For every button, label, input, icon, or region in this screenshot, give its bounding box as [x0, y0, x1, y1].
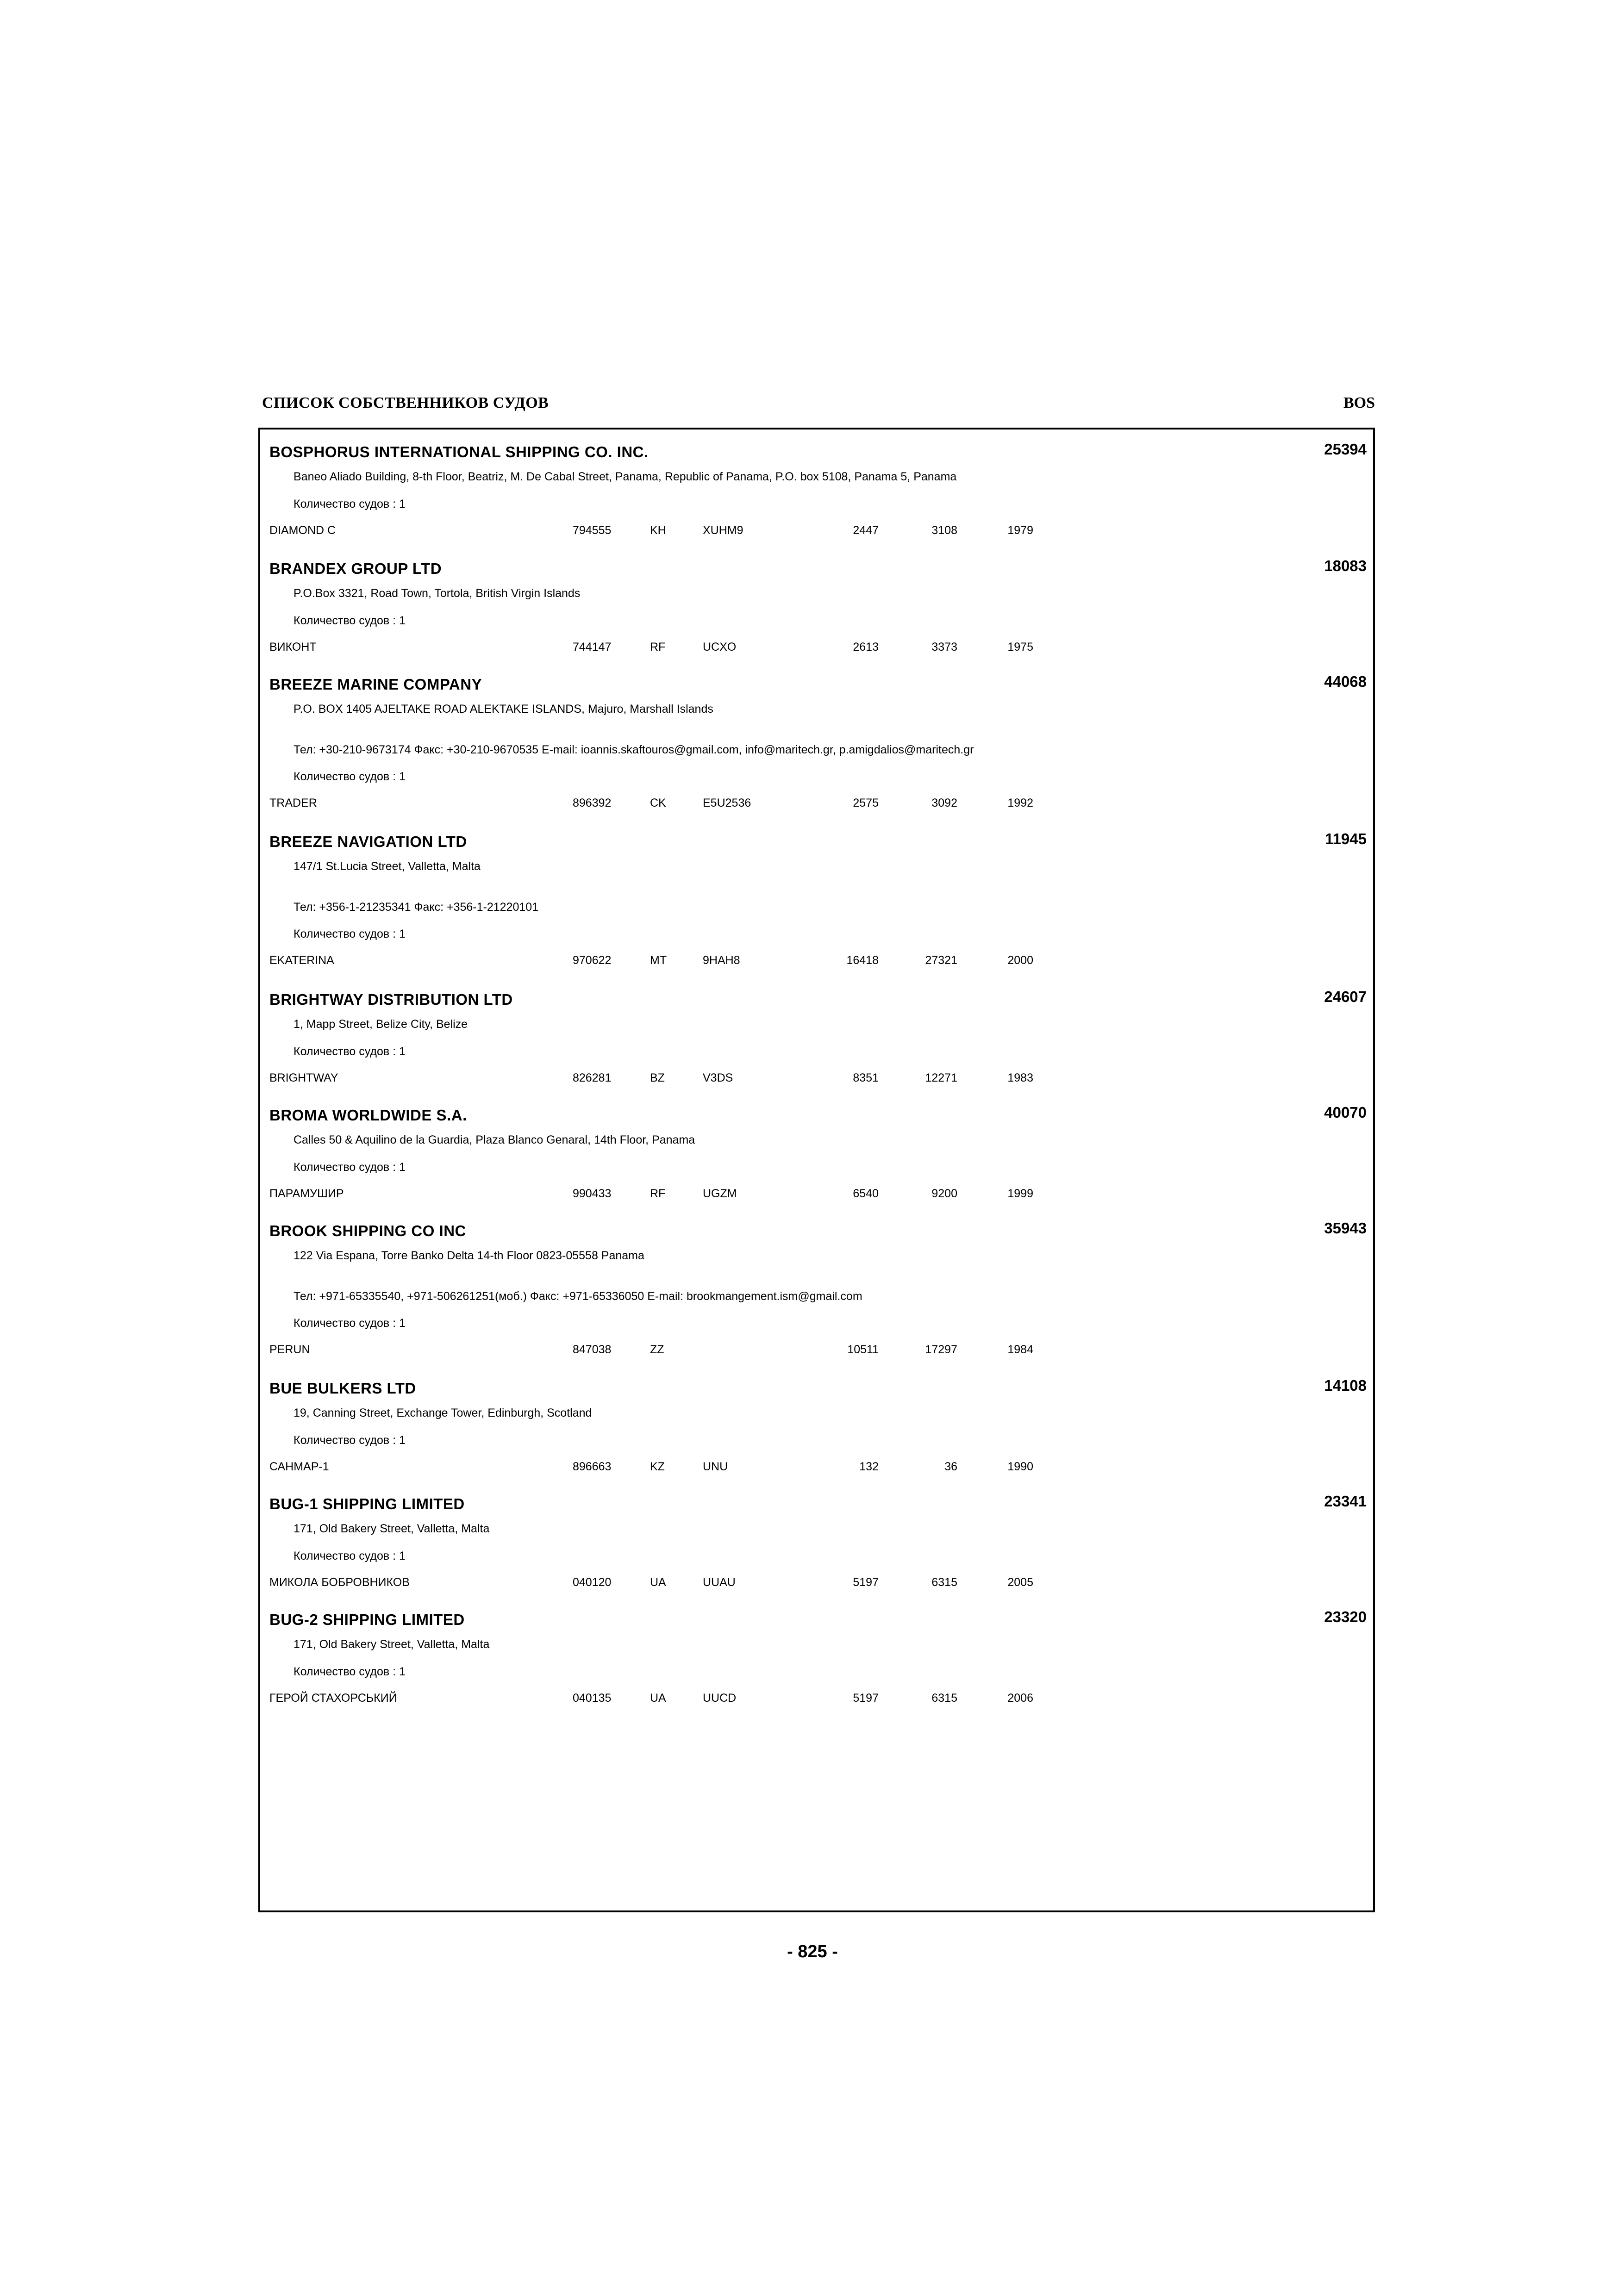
vessel-flag: RF	[650, 641, 666, 653]
vessel-imo: 040120	[573, 1576, 612, 1589]
page-header	[258, 394, 1375, 417]
company-address: 147/1 St.Lucia Street, Valletta, Malta	[294, 860, 481, 873]
vessel-row	[260, 1343, 1373, 1358]
vessel-name: ГЕРОЙ СТАХОРСЬКИЙ	[269, 1692, 397, 1705]
page-number: - 825 -	[787, 1942, 838, 1961]
vessel-imo: 744147	[573, 641, 612, 653]
vessel-count: Количество судов : 1	[294, 1434, 406, 1447]
vessel-row	[260, 1460, 1373, 1475]
vessel-year: 1999	[1007, 1187, 1033, 1200]
company-id: 18083	[1324, 557, 1367, 574]
company-name: BOSPHORUS INTERNATIONAL SHIPPING CO. INC.	[269, 443, 649, 460]
vessel-dwt: 9200	[931, 1187, 957, 1200]
company-id: 40070	[1324, 1104, 1367, 1121]
vessel-callsign: V3DS	[703, 1071, 733, 1084]
vessel-count: Количество судов : 1	[294, 1317, 406, 1330]
vessel-row	[260, 524, 1373, 539]
vessel-name: BRIGHTWAY	[269, 1071, 338, 1084]
vessel-count: Количество судов : 1	[294, 770, 406, 783]
vessel-count: Количество судов : 1	[294, 1161, 406, 1174]
vessel-flag: CK	[650, 796, 666, 809]
vessel-callsign: UNU	[703, 1460, 728, 1473]
vessel-dwt: 36	[944, 1460, 957, 1473]
vessel-count: Количество судов : 1	[294, 498, 406, 510]
vessel-gt: 8351	[853, 1071, 879, 1084]
vessel-callsign: UGZM	[703, 1187, 737, 1200]
company-contact: Тел: +971-65335540, +971-506261251(моб.) Факс: +971-65336050 E-mail: brookmangement.ism@gmail.com	[294, 1290, 862, 1303]
vessel-flag: KH	[650, 524, 666, 537]
vessel-callsign: E5U2536	[703, 796, 751, 809]
vessel-name: EKATERINA	[269, 954, 334, 967]
vessel-row	[260, 796, 1373, 811]
company-contact: Тел: +30-210-9673174 Факс: +30-210-9670535 E-mail: ioannis.skaftouros@gmail.com, info@maritech.gr, p.amigdalios@maritech.gr	[294, 743, 974, 756]
company-name: BREEZE NAVIGATION LTD	[269, 833, 467, 850]
company-name: BRIGHTWAY DISTRIBUTION LTD	[269, 991, 513, 1008]
vessel-gt: 10511	[847, 1343, 879, 1356]
vessel-flag: RF	[650, 1187, 666, 1200]
vessel-imo: 896392	[573, 796, 612, 809]
company-address: P.O.Box 3321, Road Town, Tortola, British Virgin Islands	[294, 587, 581, 600]
company-name: BUE BULKERS LTD	[269, 1380, 416, 1397]
vessel-imo: 826281	[573, 1071, 612, 1084]
vessel-row	[260, 1576, 1373, 1591]
vessel-dwt: 6315	[931, 1692, 957, 1705]
vessel-row	[260, 954, 1373, 969]
vessel-imo: 040135	[573, 1692, 612, 1705]
vessel-dwt: 6315	[931, 1576, 957, 1589]
vessel-dwt: 3092	[931, 796, 957, 809]
vessel-imo: 990433	[573, 1187, 612, 1200]
vessel-callsign: XUHM9	[703, 524, 743, 537]
company-id: 23341	[1324, 1493, 1367, 1510]
vessel-dwt: 17297	[925, 1343, 957, 1356]
company-address: 19, Canning Street, Exchange Tower, Edinburgh, Scotland	[294, 1406, 592, 1419]
company-address: 171, Old Bakery Street, Valletta, Malta	[294, 1522, 490, 1535]
company-id: 35943	[1324, 1220, 1367, 1237]
vessel-year: 1975	[1007, 641, 1033, 653]
vessel-flag: ZZ	[650, 1343, 664, 1356]
vessel-gt: 5197	[853, 1576, 879, 1589]
vessel-name: PERUN	[269, 1343, 310, 1356]
company-id: 23320	[1324, 1608, 1367, 1625]
company-name: BUG-2 SHIPPING LIMITED	[269, 1611, 465, 1628]
company-address: Calles 50 & Aquilino de la Guardia, Plaza Blanco Genaral, 14th Floor, Panama	[294, 1133, 695, 1146]
company-contact: Тел: +356-1-21235341 Факс: +356-1-21220101	[294, 901, 539, 914]
company-address: 122 Via Espana, Torre Banko Delta 14-th Floor 0823-05558 Panama	[294, 1249, 644, 1262]
owners-list-frame	[258, 428, 1375, 1912]
vessel-gt: 16418	[846, 954, 879, 967]
vessel-flag: MT	[650, 954, 667, 967]
vessel-flag: UA	[650, 1576, 666, 1589]
company-address: 171, Old Bakery Street, Valletta, Malta	[294, 1638, 490, 1651]
page-title: СПИСОК СОБСТВЕННИКОВ СУДОВ	[262, 394, 549, 411]
company-name: BRANDEX GROUP LTD	[269, 560, 442, 577]
vessel-row	[260, 641, 1373, 655]
company-id: 14108	[1324, 1377, 1367, 1394]
company-id: 24607	[1324, 988, 1367, 1005]
vessel-row	[260, 1071, 1373, 1086]
vessel-dwt: 3108	[931, 524, 957, 537]
company-address: Baneo Aliado Building, 8-th Floor, Beatriz, M. De Cabal Street, Panama, Republic of Panama, P.O. box 5108, Panama 5, Panama	[294, 470, 957, 483]
vessel-gt: 5197	[853, 1692, 879, 1705]
vessel-count: Количество судов : 1	[294, 927, 406, 940]
vessel-imo: 794555	[573, 524, 612, 537]
company-address: 1, Mapp Street, Belize City, Belize	[294, 1018, 468, 1031]
company-name: BREEZE MARINE COMPANY	[269, 676, 482, 693]
vessel-gt: 2613	[853, 641, 879, 653]
vessel-year: 2005	[1007, 1576, 1033, 1589]
vessel-flag: BZ	[650, 1071, 665, 1084]
company-id: 44068	[1324, 673, 1367, 690]
vessel-year: 2000	[1007, 954, 1033, 967]
vessel-name: TRADER	[269, 796, 317, 809]
vessel-name: САНМАР-1	[269, 1460, 329, 1473]
vessel-count: Количество судов : 1	[294, 1665, 406, 1678]
vessel-count: Количество судов : 1	[294, 1549, 406, 1562]
company-id: 11945	[1325, 830, 1367, 847]
company-name: BUG-1 SHIPPING LIMITED	[269, 1495, 465, 1512]
vessel-callsign: UUCD	[703, 1692, 737, 1705]
vessel-year: 1979	[1007, 524, 1033, 537]
vessel-imo: 896663	[573, 1460, 612, 1473]
vessel-gt: 132	[859, 1460, 879, 1473]
vessel-callsign: 9HAH8	[703, 954, 740, 967]
company-name: BROOK SHIPPING CO INC	[269, 1222, 466, 1239]
vessel-year: 1984	[1007, 1343, 1033, 1356]
vessel-dwt: 27321	[925, 954, 957, 967]
company-name: BROMA WORLDWIDE S.A.	[269, 1107, 467, 1124]
vessel-dwt: 12271	[925, 1071, 957, 1084]
vessel-flag: UA	[650, 1692, 666, 1705]
vessel-row	[260, 1187, 1373, 1202]
vessel-name: МИКОЛА БОБРОВНИКОВ	[269, 1576, 410, 1589]
vessel-count: Количество судов : 1	[294, 614, 406, 627]
vessel-row	[260, 1692, 1373, 1706]
vessel-count: Количество судов : 1	[294, 1045, 406, 1058]
vessel-flag: KZ	[650, 1460, 665, 1473]
vessel-year: 1990	[1007, 1460, 1033, 1473]
vessel-year: 2006	[1007, 1692, 1033, 1705]
section-code: BOS	[1343, 394, 1375, 411]
vessel-callsign: UCXO	[703, 641, 737, 653]
vessel-gt: 2447	[853, 524, 879, 537]
vessel-imo: 970622	[573, 954, 612, 967]
vessel-dwt: 3373	[931, 641, 957, 653]
vessel-callsign: UUAU	[703, 1576, 736, 1589]
vessel-imo: 847038	[573, 1343, 612, 1356]
company-id: 25394	[1324, 441, 1367, 458]
vessel-name: DIAMOND C	[269, 524, 336, 537]
vessel-year: 1992	[1007, 796, 1033, 809]
vessel-gt: 6540	[853, 1187, 879, 1200]
vessel-name: ВИКОНТ	[269, 641, 317, 653]
company-address: P.O. BOX 1405 AJELTAKE ROAD ALEKTAKE ISLANDS, Majuro, Marshall Islands	[294, 703, 713, 716]
vessel-year: 1983	[1007, 1071, 1033, 1084]
vessel-name: ПАРАМУШИР	[269, 1187, 344, 1200]
vessel-gt: 2575	[853, 796, 879, 809]
